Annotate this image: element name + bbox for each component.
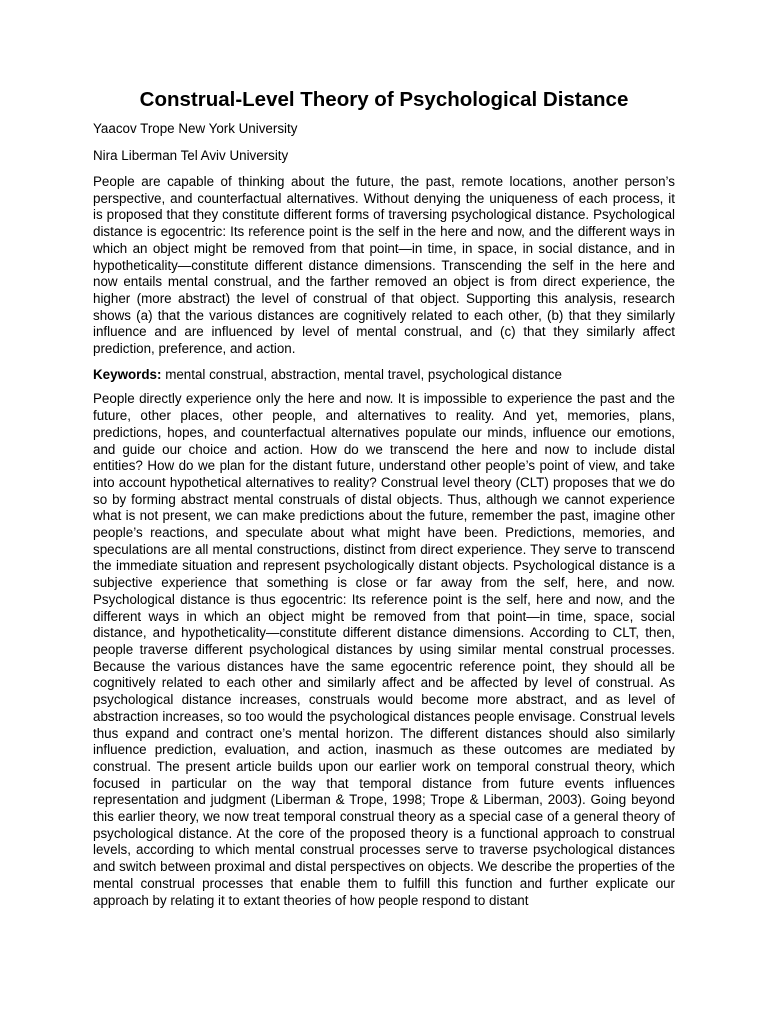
abstract: People are capable of thinking about the future, the past, remote locations, another person’s perspective, and counterfactual alternatives. Without denying the uniqueness of each process, it is proposed that they constitute different forms of traversing psychological distance. Psychological distance is egocentric: Its reference point is the self in the here and now, and the different ways in which an object might be removed from that point—in time, in space, in social distance, and in hypotheticality—constitute different distance dimensions. Transcending the self in the here and now entails mental construal, and the farther removed an object is from direct experience, the higher (more abstract) the level of construal of that object. Supporting this analysis, research shows (a) that the various distances are cognitively related to each other, (b) that they similarly influence and are influenced by level of mental construal, and (c) that they similarly affect prediction, preference, and action. (93, 174, 675, 357)
keywords-label: Keywords: (93, 366, 162, 382)
author-1: Yaacov Trope New York University (93, 121, 298, 136)
keywords-line (93, 367, 675, 384)
paper-page (93, 86, 675, 909)
paper-title: Construal-Level Theory of Psychological Distance (139, 88, 629, 111)
keywords-text: mental construal, abstraction, mental travel, psychological distance (161, 366, 562, 382)
body-paragraph: People directly experience only the here and now. It is impossible to experience the past and the future, other places, other people, and alternatives to reality. And yet, memories, plans, predictions, hopes, and counterfactual alternatives populate our minds, influence our emotions, and guide our choice and action. How do we transcend the here and now to include distal entities? How do we plan for the distant future, understand other people’s point of view, and take into account hypothetical alternatives to reality? Construal level theory (CLT) proposes that we do so by forming abstract mental construals of distal objects. Thus, although we cannot experience what is not present, we can make predictions about the future, remember the past, imagine other people’s reactions, and speculate about what might have been. Predictions, memories, and speculations are all mental constructions, distinct from direct experience. They serve to transcend the immediate situation and represent psychologically distant objects. Psychological distance is a subjective experience that something is close or far away from the self, here, and now. Psychological distance is thus egocentric: Its reference point is the self, here and now, and the different ways in which an object might be removed from that point—in time, space, social distance, and hypotheticality—constitute different distance dimensions. According to CLT, then, people traverse different psychological distances by using similar mental construal processes. Because the various distances have the same egocentric reference point, they should all be cognitively related to each other and similarly affect and be affected by level of construal. As psychological distance increases, construals would become more abstract, and as level of abstraction increases, so too would the psychological distances people envisage. Construal levels thus expand and contract one’s mental horizon. The different distances should also similarly influence prediction, evaluation, and action, inasmuch as these outcomes are mediated by construal. The present article builds upon our earlier work on temporal construal theory, which focused in particular on the way that temporal distance from future events influences representation and judgment (Liberman & Trope, 1998; Trope & Liberman, 2003). Going beyond this earlier theory, we now treat temporal construal theory as a special case of a general theory of psychological distance. At the core of the proposed theory is a functional approach to construal levels, according to which mental construal processes serve to traverse psychological distances and switch between proximal and distal perspectives on objects. We describe the properties of the mental construal processes that enable them to fulfill this function and further explicate our approach by relating it to extant theories of how people respond to distant (93, 391, 675, 908)
author-2: Nira Liberman Tel Aviv University (93, 148, 289, 163)
